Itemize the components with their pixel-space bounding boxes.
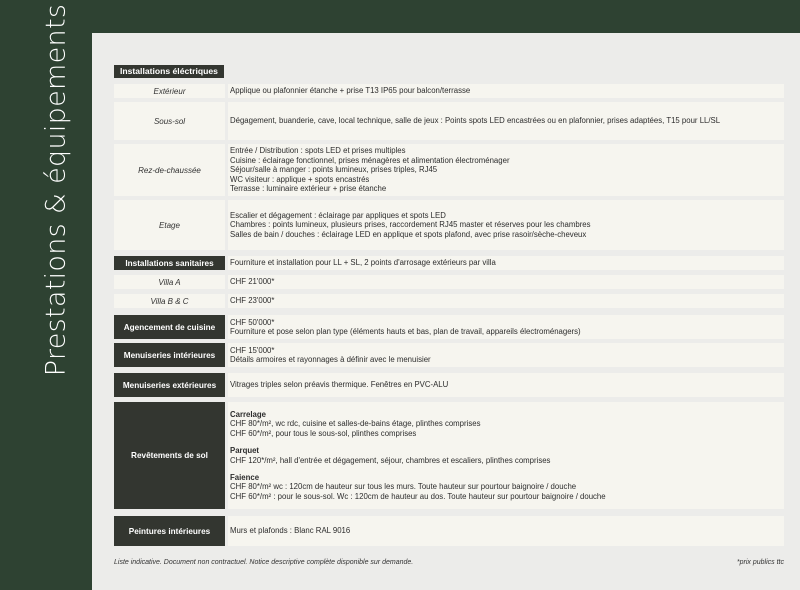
row-description: Vitrages triples selon préavis thermique. Fenêtres en PVC-ALU (228, 373, 784, 397)
row-description: Entrée / Distribution : spots LED et prises multiples Cuisine : éclairage fonctionnel, prises ménagères et alimentation électroménager Séjour/salle à manger : points lumineux, prises triples, RJ45 WC visiteur : applique + spots encastrés Terrasse : luminaire extérieur + prise étanche (228, 144, 784, 196)
row-sanitaires (114, 256, 784, 270)
row-label: Menuiseries intérieures (114, 343, 225, 367)
carrelage-title: Carrelage (230, 409, 266, 419)
row-description: CHF 15'000* Détails armoires et rayonnages à définir avec le menuisier (228, 343, 784, 367)
row-label: Menuiseries extérieures (114, 373, 225, 397)
row-villa-bc (114, 294, 784, 308)
row-label: Sous-sol (114, 102, 225, 140)
row-description: Murs et plafonds : Blanc RAL 9016 (228, 516, 784, 546)
row-label: Etage (114, 200, 225, 250)
row-description: Escalier et dégagement : éclairage par appliques et spots LED Chambres : points lumineux, plusieurs prises, raccordement RJ45 master et réserves pour les chambres Salles de bain / douches : éclairage LED en applique et spots plafond, avec prise rasoir/sèche-cheveux (228, 200, 784, 250)
footnote: Liste indicative. Document non contractuel. Notice descriptive complète disponible sur demande. (114, 559, 414, 566)
row-label: Rez-de-chaussée (114, 144, 225, 196)
section-electrical-label: Installations éléctriques (114, 65, 224, 78)
row-revetements (114, 402, 784, 509)
parquet-title: Parquet (230, 446, 260, 456)
row-soussol (114, 102, 784, 140)
row-label: Villa A (114, 275, 225, 289)
row-etage (114, 200, 784, 250)
content-page (92, 33, 800, 590)
row-menuiseries-int (114, 343, 784, 367)
row-villa-a (114, 275, 784, 289)
row-label: Revêtements de sol (114, 402, 225, 509)
row-menuiseries-ext (114, 373, 784, 397)
row-description: Dégagement, buanderie, cave, local technique, salle de jeux : Points spots LED encastrées ou en plafonnier, prises adaptées, T15 pour LL/SL (228, 102, 784, 140)
row-description: Fourniture et installation pour LL + SL, 2 points d'arrosage extérieurs par villa (228, 256, 784, 270)
row-cuisine (114, 315, 784, 339)
row-label: Peintures intérieures (114, 516, 225, 546)
page-title: Prestations & équipements (40, 3, 72, 377)
row-description: Carrelage CHF 80*/m², wc rdc, cuisine et salles-de-bains étage, plinthes comprises CHF 60*/m², pour tous le sous-sol, plinthes comprises Parquet CHF 120*/m², hall d'entrée et dégagement, séjour, chambres et escaliers, plinthes comprises Faience CHF 80*/m² wc : 120cm de hauteur sur tous les murs. Toute hauteur sur pourtour baignoire / douche CHF 60*/m² : pour le sous-sol. Wc : 120cm de hauteur au dos. Toute hauteur sur pourtour baignoire / douche (228, 402, 784, 509)
row-label: Installations sanitaires (114, 256, 225, 270)
row-label: Extérieur (114, 84, 225, 98)
row-peintures (114, 516, 784, 546)
faience-title: Faience (230, 472, 260, 482)
row-description: CHF 23'000* (228, 294, 784, 308)
row-label: Agencement de cuisine (114, 315, 225, 339)
row-rdc (114, 144, 784, 196)
footnote-price: *prix publics ttc (736, 559, 784, 566)
row-label: Villa B & C (114, 294, 225, 308)
sidebar (0, 0, 92, 590)
row-exterieur (114, 84, 784, 98)
row-description: CHF 21'000* (228, 275, 784, 289)
row-description: Applique ou plafonnier étanche + prise T13 IP65 pour balcon/terrasse (228, 84, 784, 98)
row-description: CHF 50'000* Fourniture et pose selon plan type (éléments hauts et bas, plan de travail, appareils électroménagers) (228, 315, 784, 339)
